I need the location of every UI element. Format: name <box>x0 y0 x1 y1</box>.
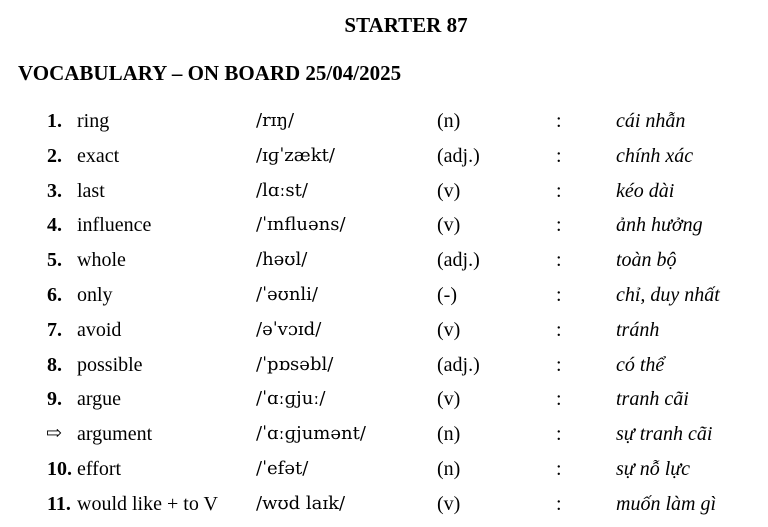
entry-word: argument <box>77 423 153 446</box>
entry-separator: : <box>556 318 562 341</box>
entry-separator: : <box>556 249 562 272</box>
entry-word: only <box>77 283 113 306</box>
vocab-row <box>0 280 768 315</box>
section-heading: VOCABULARY – ON BOARD 25/04/2025 <box>18 61 402 85</box>
entry-pos: (v) <box>437 492 461 515</box>
entry-meaning: chỉ, duy nhất <box>616 283 720 306</box>
arrow-right-icon: ⇨ <box>46 423 62 445</box>
vocab-row <box>0 141 768 176</box>
entry-pos: (n) <box>437 110 461 132</box>
entry-separator: : <box>556 353 562 376</box>
entry-number: 7. <box>47 318 62 341</box>
entry-ipa: /əˈvɔɪd/ <box>256 318 322 340</box>
entry-number: 10. <box>47 457 72 480</box>
entry-separator: : <box>556 179 562 202</box>
entry-number: 3. <box>47 179 62 202</box>
page-title: STARTER 87 <box>344 13 468 37</box>
vocab-row <box>0 176 768 211</box>
entry-number: 11. <box>47 492 71 515</box>
entry-word: possible <box>77 353 143 376</box>
entry-number: 8. <box>47 353 62 376</box>
entry-meaning: toàn bộ <box>616 249 677 272</box>
entry-meaning: có thể <box>616 353 665 376</box>
entry-ipa: /ˈpɒsəbl/ <box>256 353 334 375</box>
entry-word: would like + to V <box>77 492 218 515</box>
entry-word: argue <box>77 388 122 411</box>
entry-meaning: cái nhẫn <box>616 110 686 132</box>
entry-pos: (adj.) <box>437 144 480 167</box>
vocab-row <box>0 350 768 385</box>
entry-ipa: /ˈɑːɡjumənt/ <box>256 423 366 445</box>
entry-number: 2. <box>47 144 62 167</box>
vocabulary-list <box>0 106 768 524</box>
entry-word: avoid <box>77 318 122 341</box>
vocab-row <box>0 454 768 489</box>
entry-separator: : <box>556 110 562 132</box>
entry-meaning: tránh <box>616 318 660 341</box>
entry-separator: : <box>556 457 562 480</box>
entry-number: 6. <box>47 283 62 306</box>
entry-word: whole <box>77 249 126 272</box>
entry-word: exact <box>77 144 120 167</box>
entry-ipa: /ˈəʊnli/ <box>256 283 318 305</box>
entry-separator: : <box>556 492 562 515</box>
entry-ipa: /lɑːst/ <box>256 179 308 201</box>
entry-pos: (v) <box>437 388 461 411</box>
entry-word: ring <box>77 110 110 132</box>
entry-pos: (adj.) <box>437 249 480 272</box>
entry-meaning: sự nỗ lực <box>616 457 691 480</box>
entry-meaning: tranh cãi <box>616 388 689 411</box>
entry-ipa: /rɪŋ/ <box>256 110 295 131</box>
vocab-row <box>0 315 768 350</box>
entry-separator: : <box>556 144 562 167</box>
entry-meaning: chính xác <box>616 144 694 167</box>
vocab-row <box>0 489 768 524</box>
entry-ipa: /ˈefət/ <box>256 457 309 479</box>
vocab-row <box>0 384 768 419</box>
vocab-row <box>0 419 768 454</box>
entry-word: last <box>77 179 105 202</box>
entry-number: 4. <box>47 214 62 237</box>
entry-meaning: ảnh hưởng <box>616 214 703 237</box>
entry-separator: : <box>556 388 562 411</box>
entry-pos: (n) <box>437 423 461 446</box>
vocab-row <box>0 106 768 141</box>
entry-pos: (v) <box>437 214 461 237</box>
vocab-row <box>0 245 768 280</box>
entry-meaning: muốn làm gì <box>616 492 716 515</box>
entry-separator: : <box>556 423 562 446</box>
entry-meaning: kéo dài <box>616 179 675 202</box>
entry-word: effort <box>77 457 122 480</box>
entry-meaning: sự tranh cãi <box>616 423 713 446</box>
entry-ipa: /ɪɡˈzækt/ <box>256 144 335 166</box>
entry-separator: : <box>556 214 562 237</box>
entry-number: 9. <box>47 388 62 411</box>
entry-ipa: /wʊd laɪk/ <box>256 492 346 514</box>
entry-separator: : <box>556 283 562 306</box>
entry-pos: (n) <box>437 457 461 480</box>
entry-pos: (-) <box>437 283 457 306</box>
entry-pos: (adj.) <box>437 353 480 376</box>
entry-pos: (v) <box>437 318 461 341</box>
entry-number: 1. <box>47 110 62 132</box>
entry-ipa: /ˈɪnfluəns/ <box>256 214 346 236</box>
entry-word: influence <box>77 214 152 237</box>
entry-ipa: /həʊl/ <box>256 249 308 271</box>
entry-number: 5. <box>47 249 62 272</box>
entry-pos: (v) <box>437 179 461 202</box>
entry-ipa: /ˈɑːɡjuː/ <box>256 388 326 410</box>
vocab-row <box>0 210 768 245</box>
